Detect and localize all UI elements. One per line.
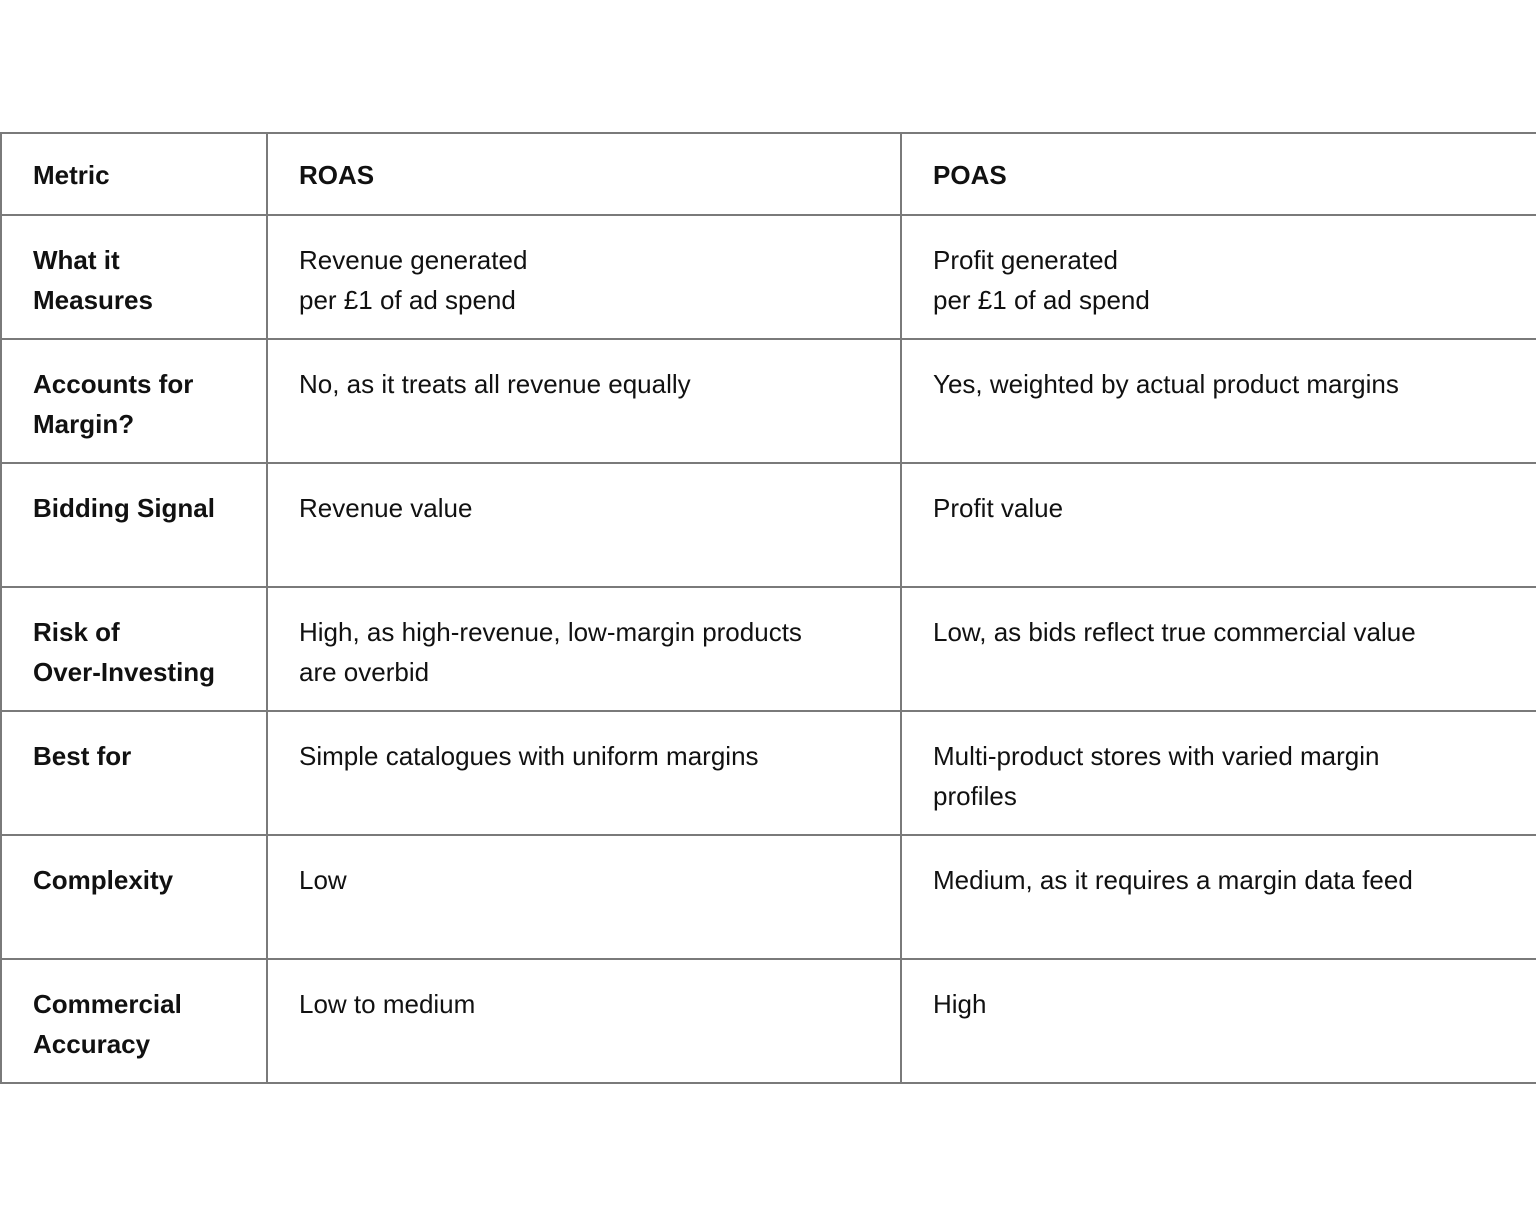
cell-text-line: No, as it treats all revenue equally (299, 369, 691, 399)
header-roas: ROAS (267, 133, 901, 215)
cell-text-line: profiles (933, 781, 1017, 811)
cell-text-line: What it (33, 245, 120, 275)
header-metric: Metric (1, 133, 267, 215)
cell-metric (1, 711, 267, 835)
cell-text-line: Commercial (33, 989, 182, 1019)
table-row (1, 959, 1536, 1083)
cell-text-line: High (933, 989, 987, 1019)
cell-text-line: Low, as bids reflect true commercial value (933, 617, 1416, 647)
cell-poas (901, 587, 1536, 711)
cell-text-line: per £1 of ad spend (299, 285, 516, 315)
cell-poas (901, 339, 1536, 463)
comparison-table-container (0, 132, 1536, 1084)
cell-text-line: High, as high-revenue, low-margin products (299, 617, 802, 647)
cell-metric (1, 339, 267, 463)
cell-text-line: Margin? (33, 409, 135, 439)
cell-text-line: Revenue generated (299, 245, 528, 275)
cell-roas (267, 835, 901, 959)
cell-text-line: Simple catalogues with uniform margins (299, 741, 759, 771)
cell-text-line: Profit value (933, 493, 1064, 523)
table-row (1, 463, 1536, 587)
table-row (1, 215, 1536, 339)
cell-text-line: Multi-product stores with varied margin (933, 741, 1380, 771)
cell-text-line: Profit generated (933, 245, 1119, 275)
cell-roas (267, 587, 901, 711)
cell-text-line: Risk of (33, 617, 120, 647)
cell-text-line: per £1 of ad spend (933, 285, 1150, 315)
cell-metric (1, 463, 267, 587)
cell-text-line: Medium, as it requires a margin data feed (933, 865, 1413, 895)
cell-roas (267, 711, 901, 835)
cell-poas (901, 835, 1536, 959)
table-row (1, 711, 1536, 835)
table-header-row (1, 133, 1536, 215)
cell-text-line: Best for (33, 741, 132, 771)
cell-poas (901, 959, 1536, 1083)
cell-text-line: Complexity (33, 865, 174, 895)
cell-text-line: Low (299, 865, 347, 895)
cell-metric (1, 835, 267, 959)
cell-poas (901, 215, 1536, 339)
cell-text-line: Accounts for (33, 369, 194, 399)
cell-metric (1, 215, 267, 339)
cell-text-line: Over-Investing (33, 657, 216, 687)
cell-poas (901, 463, 1536, 587)
header-poas: POAS (901, 133, 1536, 215)
cell-text-line: Measures (33, 285, 153, 315)
cell-text-line: Yes, weighted by actual product margins (933, 369, 1399, 399)
cell-text-line: are overbid (299, 657, 430, 687)
cell-roas (267, 215, 901, 339)
cell-text-line: Accuracy (33, 1029, 151, 1059)
cell-roas (267, 463, 901, 587)
cell-text-line: Revenue value (299, 493, 473, 523)
cell-metric (1, 587, 267, 711)
roas-vs-poas-table (0, 132, 1536, 1084)
cell-poas (901, 711, 1536, 835)
cell-roas (267, 339, 901, 463)
cell-roas (267, 959, 901, 1083)
cell-text-line: Low to medium (299, 989, 476, 1019)
cell-metric (1, 959, 267, 1083)
table-row (1, 835, 1536, 959)
table-row (1, 587, 1536, 711)
table-row (1, 339, 1536, 463)
cell-text-line: Bidding Signal (33, 493, 215, 523)
